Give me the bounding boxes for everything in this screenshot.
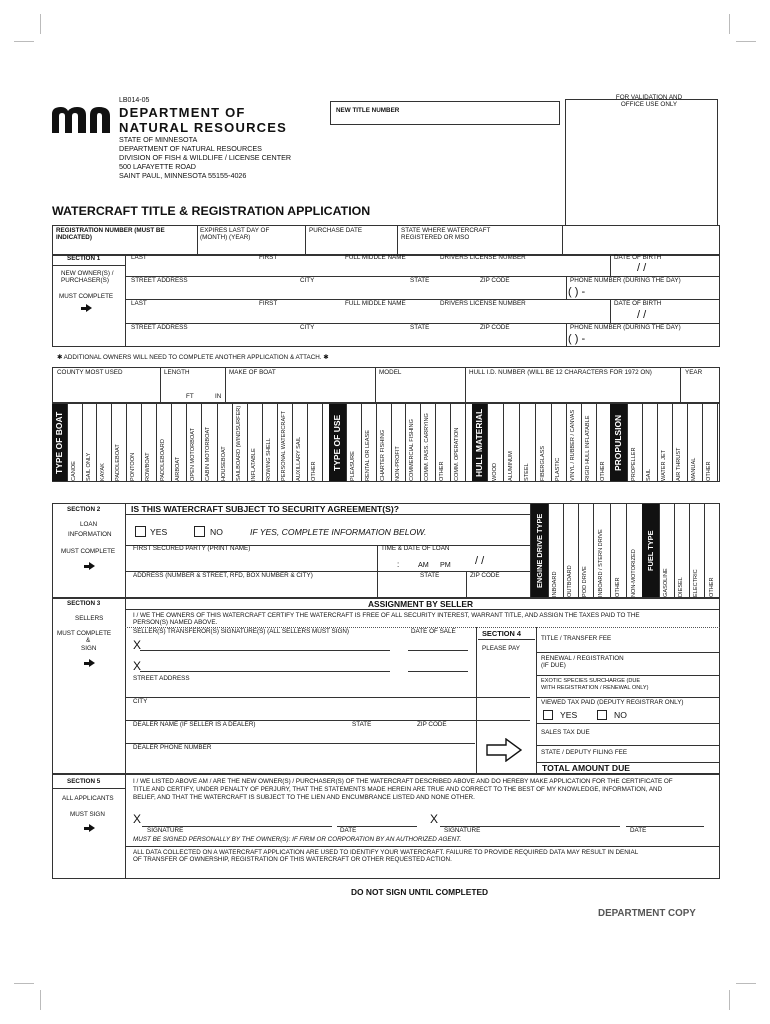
hull-material-option[interactable]: VINYL / RUBBER / CANVAS <box>570 409 576 481</box>
crop-mark <box>729 14 730 34</box>
department-copy-label: DEPARTMENT COPY <box>598 908 696 919</box>
mn-logo-icon <box>52 105 110 133</box>
crop-mark <box>40 990 41 1010</box>
owner-label-1: NEW OWNER(S) / <box>61 270 114 277</box>
expires-label-1: EXPIRES LAST DAY OF <box>200 227 270 234</box>
type-of-use-option[interactable]: COMM. OPERATION <box>453 427 460 481</box>
validation-box <box>565 99 718 225</box>
engine-drive-option[interactable]: NON-MOTORIZED <box>631 549 637 597</box>
filing-fee-label: STATE / DEPUTY FILING FEE <box>541 749 628 756</box>
time-colon: : <box>397 560 400 569</box>
hull-material-option[interactable]: FIBERGLASS <box>540 445 546 481</box>
phone-label: PHONE NUMBER (DURING THE DAY) <box>570 277 681 284</box>
applicant-sign-x-2: X <box>430 812 439 826</box>
propulsion-option[interactable]: WATER JET <box>661 449 667 481</box>
loan-label-2: INFORMATION <box>68 531 112 538</box>
type-of-boat-option[interactable]: INFLATABLE <box>251 448 257 481</box>
seller-signature-line-2[interactable] <box>140 671 390 672</box>
date-of-sale-label: DATE OF SALE <box>411 628 456 635</box>
date-label-2: DATE <box>630 827 647 834</box>
county-label: COUNTY MOST USED <box>57 369 123 376</box>
statement-line-1: I / WE LISTED ABOVE AM / ARE THE NEW OWNER(S) / PURCHASER(S) OF THE WATERCRAFT DESCRIBED ABOVE AND DO HEREBY MAKE APPLICATION FOR THE CERTIFICATE OF <box>133 778 673 785</box>
city-label-2: CITY <box>300 324 315 331</box>
loan-label-1: LOAN <box>80 521 98 528</box>
state-label-2: STATE <box>410 324 430 331</box>
type-of-boat-option[interactable]: CABIN MOTORBOAT <box>205 426 211 481</box>
hull-material-option[interactable]: PLASTIC <box>555 457 561 481</box>
type-of-boat-option[interactable]: SAIL ONLY <box>85 452 92 481</box>
length-label: LENGTH <box>164 369 190 376</box>
renewal-line[interactable] <box>537 675 720 676</box>
arrow-icon <box>89 562 95 570</box>
hull-material-option[interactable]: OTHER <box>600 461 606 481</box>
state-registered-label-1: STATE WHERE WATERCRAFT <box>401 227 491 234</box>
agency-address-4: 500 LAFAYETTE ROAD <box>119 162 196 171</box>
renewal-label-2: (IF DUE) <box>541 662 566 669</box>
type-of-use-option[interactable]: PLEASURE <box>350 451 356 481</box>
dealer-zip-label: ZIP CODE <box>417 721 447 728</box>
time-date-label: TIME & DATE OF LOAN <box>381 545 450 552</box>
pm-label: PM <box>440 560 451 569</box>
crop-mark <box>736 983 756 984</box>
renewal-label-1: RENEWAL / REGISTRATION <box>541 655 624 662</box>
section1-must: MUST COMPLETE <box>59 293 114 300</box>
all-applicants-label: ALL APPLICANTS <box>62 795 114 802</box>
arrow-icon <box>89 824 95 832</box>
crop-mark <box>736 41 756 42</box>
statement-line-2: TITLE AND CERTIFY, UNDER PENALTY OF PERJURY, THAT THE STATEMENTS MADE HEREIN ARE TRUE AND CORRECT TO THE BEST OF MY KNOWLEDGE, INFORMATION, AND <box>133 786 663 793</box>
type-of-boat-option[interactable]: OPEN MOTORBOAT <box>190 428 196 481</box>
expires-label-2: (MONTH) (YEAR) <box>200 234 251 241</box>
fuel-type-option[interactable]: GASOLINE <box>663 568 669 597</box>
first-name-label: FIRST <box>259 254 278 261</box>
section3-label: SECTION 3 <box>67 600 101 607</box>
type-of-boat-option[interactable]: AUXILLARY SAIL <box>296 436 302 481</box>
type-of-boat-option[interactable]: PONTOON <box>130 452 136 481</box>
date-label-1: DATE <box>340 827 357 834</box>
arrow-icon <box>89 659 95 667</box>
type-of-boat-option[interactable]: AIRBOAT <box>175 456 181 481</box>
type-of-boat-header: TYPE OF BOAT <box>52 404 67 481</box>
middle-name-label: FULL MIDDLE NAME <box>345 254 406 261</box>
viewed-tax-no-checkbox[interactable] <box>597 710 607 720</box>
type-of-use-header: TYPE OF USE <box>329 404 346 481</box>
engine-drive-option[interactable]: POD DRIVE <box>582 566 588 597</box>
state-registered-label-2: REGISTERED OR MSO <box>401 234 470 241</box>
form-id: LB014-05 <box>119 97 150 104</box>
viewed-tax-yes-checkbox[interactable] <box>543 710 553 720</box>
phone-format: ( ) - <box>568 286 586 298</box>
city-label: CITY <box>300 277 315 284</box>
security-question: IS THIS WATERCRAFT SUBJECT TO SECURITY AGREEMENT(S)? <box>131 504 400 514</box>
date-of-sale-line-2[interactable] <box>408 671 468 672</box>
viewed-tax-label: VIEWED TAX PAID (DEPUTY REGISTRAR ONLY) <box>541 699 684 706</box>
last-name-label: LAST <box>131 254 147 261</box>
propulsion-option[interactable]: AIR THRUST <box>676 447 682 481</box>
phone-label-2: PHONE NUMBER (DURING THE DAY) <box>570 324 681 331</box>
dob-slashes: / / <box>637 262 647 274</box>
fuel-type-option[interactable]: OTHER <box>709 577 715 597</box>
crop-mark <box>729 990 730 1010</box>
type-of-use-option[interactable]: NON-PROFIT <box>394 446 401 481</box>
engine-drive-header: ENGINE DRIVE TYPE <box>531 504 548 597</box>
agency-address-2: DEPARTMENT OF NATURAL RESOURCES <box>119 144 262 153</box>
title-fee-label: TITLE / TRANSFER FEE <box>541 635 612 642</box>
signature-label-1: SIGNATURE <box>147 827 184 834</box>
year-label: YEAR <box>685 369 703 376</box>
exotic-line[interactable] <box>537 697 720 698</box>
validation-label-2: OFFICE USE ONLY <box>620 101 678 108</box>
type-of-boat-option[interactable]: HOUSEBOAT <box>220 446 227 481</box>
agency-address-5: SAINT PAUL, MINNESOTA 55155-4026 <box>119 171 247 180</box>
viewed-tax-no-label: NO <box>614 710 627 720</box>
first-party-label: FIRST SECURED PARTY (PRINT NAME) <box>133 545 251 552</box>
security-yes-label: YES <box>150 527 168 537</box>
fuel-type-option[interactable]: DIESEL <box>678 577 684 597</box>
propulsion-option[interactable]: OTHER <box>706 461 712 481</box>
fuel-type-header: FUEL TYPE <box>642 504 659 597</box>
assignment-heading: ASSIGNMENT BY SELLER <box>368 599 474 609</box>
last-name-label-2: LAST <box>131 300 147 307</box>
if-yes-note: IF YES, COMPLETE INFORMATION BELOW. <box>250 527 427 537</box>
phone-format-2: ( ) - <box>568 333 586 345</box>
signature-label-2: SIGNATURE <box>444 827 481 834</box>
arrow-right-icon <box>486 738 522 767</box>
seller-street-label: STREET ADDRESS <box>133 675 190 682</box>
section3-must-2: & <box>86 637 91 644</box>
hull-id-label: HULL I.D. NUMBER (WILL BE 12 CHARACTERS FOR 1972 ON) <box>469 369 652 376</box>
type-of-boat-option[interactable]: CANOE <box>71 461 77 481</box>
engine-drive-option[interactable]: INBOARD <box>552 571 558 597</box>
hull-material-option[interactable]: ALUMINUM <box>508 451 514 481</box>
type-of-boat-option[interactable]: SAILBOARD (WINDSURFER) <box>235 405 242 481</box>
agency-address-3: DIVISION OF FISH & WILDLIFE / LICENSE CENTER <box>119 153 292 162</box>
hull-material-option[interactable]: RIGID HULL INFLATABLE <box>585 415 591 481</box>
type-of-boat-option[interactable]: OTHER <box>311 461 317 481</box>
section2-label: SECTION 2 <box>67 506 101 513</box>
type-of-use-option[interactable]: OTHER <box>439 461 445 481</box>
section1-label: SECTION 1 <box>67 255 101 262</box>
section3-must-1: MUST COMPLETE <box>57 630 112 637</box>
state-label: STATE <box>410 277 430 284</box>
type-of-use-option[interactable]: COMM. PASS. CARRYING <box>423 413 430 481</box>
seller-signatures-label: SELLER(S) TRANSFEROR(S) SIGNATURE(S) (ALL SELLERS MUST SIGN) <box>133 628 349 635</box>
loan-state-label: STATE <box>420 572 440 579</box>
do-not-sign-note: DO NOT SIGN UNTIL COMPLETED <box>351 887 489 897</box>
new-title-number-label: NEW TITLE NUMBER <box>336 107 400 114</box>
title-fee-line[interactable] <box>537 652 720 653</box>
exotic-label-1: EXOTIC SPECIES SURCHARGE (DUE <box>541 678 641 684</box>
dealer-phone-label: DEALER PHONE NUMBER <box>133 744 212 751</box>
mn-logo <box>52 105 110 133</box>
crop-mark <box>14 41 34 42</box>
purchase-date-label: PURCHASE DATE <box>309 227 363 234</box>
statement-line-3: BELIEF, AND THAT THE WATERCRAFT IS SUBJECT TO THE LIEN AND ENCUMBRANCE LISTED AND NONE OTHER. <box>133 794 475 801</box>
in-label: IN <box>215 393 222 400</box>
type-of-use-option[interactable]: COMMERCIAL FISHING <box>408 419 415 481</box>
privacy-line-2: OF TRANSFER OF OWNERSHIP, REGISTRATION OF THIS WATERCRAFT OR OTHER REQUESTED ACTION. <box>133 856 452 863</box>
engine-drive-option[interactable]: INBOARD / STERN DRIVE <box>598 529 604 597</box>
agency-line2: NATURAL RESOURCES <box>119 120 287 135</box>
security-yes-checkbox[interactable] <box>135 526 146 537</box>
license-label: DRIVERS LICENSE NUMBER <box>440 254 526 261</box>
seller-sign-x-1: X <box>133 638 142 652</box>
type-of-boat-option[interactable]: ROWING SHELL <box>266 438 272 481</box>
type-of-boat-option[interactable]: KAYAK <box>100 463 106 481</box>
propulsion-option[interactable]: SAIL <box>646 468 652 481</box>
owner-label-2: PURCHASER(S) <box>61 277 109 284</box>
crop-mark <box>40 14 41 34</box>
seller-sign-x-2: X <box>133 659 142 673</box>
section5-must: MUST SIGN <box>70 811 105 818</box>
validation-label-1: FOR VALIDATION AND <box>615 94 683 101</box>
exotic-label-2: WITH REGISTRATION / RENEWAL ONLY) <box>541 685 649 691</box>
additional-owners-note: ✱ ADDITIONAL OWNERS WILL NEED TO COMPLETE ANOTHER APPLICATION & ATTACH. ✱ <box>57 354 329 361</box>
dealer-name-label: DEALER NAME (IF SELLER IS A DEALER) <box>133 721 256 728</box>
arrow-icon <box>86 304 92 312</box>
certify-text-1: I / WE THE OWNERS OF THIS WATERCRAFT CERTIFY THE WATERCRAFT IS FREE OF ALL SECURITY INTEREST, WARRANT TITLE, AND ASSIGN THE TAXES PAID TO THE <box>133 612 640 619</box>
zip-label-2: ZIP CODE <box>480 324 510 331</box>
model-label: MODEL <box>379 369 402 376</box>
hull-material-header: HULL MATERIAL <box>472 404 487 481</box>
type-of-boat-option[interactable]: PADDLEBOARD <box>159 439 166 481</box>
propulsion-option[interactable]: PROPELLER <box>631 447 637 481</box>
first-name-label-2: FIRST <box>259 300 278 307</box>
certify-text-2: PERSON(S) NAMED ABOVE. <box>133 619 218 626</box>
section4-label: SECTION 4 <box>482 629 522 638</box>
street-label: STREET ADDRESS <box>131 277 188 284</box>
privacy-line-1: ALL DATA COLLECTED ON A WATERCRAFT APPLICATION ARE USED TO IDENTIFY YOUR WATERCRAFT. FAILURE TO PROVIDE REQUIRED DATA MAY RESULT IN DENIAL <box>133 849 639 856</box>
hull-material-option[interactable]: WOOD <box>492 462 498 481</box>
dob-label: DATE OF BIRTH <box>614 254 662 261</box>
viewed-tax-yes-label: YES <box>560 710 578 720</box>
crop-mark <box>14 983 34 984</box>
sellers-label: SELLERS <box>75 615 104 622</box>
seller-city-label: CITY <box>133 698 148 705</box>
sales-tax-label: SALES TAX DUE <box>541 729 590 736</box>
type-of-boat-option[interactable]: PERSONAL WATERCRAFT <box>281 410 287 481</box>
reg-number-label-2: INDICATED) <box>56 234 92 241</box>
section2-must: MUST COMPLETE <box>61 548 116 555</box>
loan-zip-label: ZIP CODE <box>470 572 500 579</box>
license-label-2: DRIVERS LICENSE NUMBER <box>440 300 526 307</box>
ft-label: FT <box>186 393 194 400</box>
middle-name-label-2: FULL MIDDLE NAME <box>345 300 406 307</box>
dealer-state-label: STATE <box>352 721 372 728</box>
agency-line1: DEPARTMENT OF <box>119 105 246 120</box>
engine-drive-option[interactable]: OTHER <box>615 577 621 597</box>
please-pay-label: PLEASE PAY <box>482 645 520 652</box>
loan-address-label: ADDRESS (NUMBER & STREET, RFD, BOX NUMBER & CITY) <box>133 572 313 579</box>
dob-slashes-2: / / <box>637 309 647 321</box>
engine-drive-option[interactable]: OUTBOARD <box>567 565 573 597</box>
date-of-sale-line[interactable] <box>408 650 468 651</box>
street-label-2: STREET ADDRESS <box>131 324 188 331</box>
loan-date-slashes: / / <box>475 555 485 567</box>
type-of-use-option[interactable]: CHARTER FISHING <box>379 429 386 481</box>
propulsion-header: PROPULSION <box>610 404 627 481</box>
applicant-sign-x-1: X <box>133 812 142 826</box>
am-label: AM <box>418 560 429 569</box>
make-label: MAKE OF BOAT <box>229 369 276 376</box>
sales-tax-line[interactable] <box>537 745 720 746</box>
hull-material-option[interactable]: STEEL <box>524 463 530 481</box>
reg-number-label-1: REGISTRATION NUMBER (MUST BE <box>56 227 165 234</box>
seller-signature-line[interactable] <box>140 650 390 651</box>
form-title: WATERCRAFT TITLE & REGISTRATION APPLICATION <box>52 204 371 218</box>
type-of-boat-option[interactable]: PADDLEBOAT <box>114 444 121 481</box>
type-of-use-option[interactable]: RENTAL OR LEASE <box>364 430 371 481</box>
security-no-label: NO <box>210 527 223 537</box>
section3-must-3: SIGN <box>81 645 97 652</box>
dob-label-2: DATE OF BIRTH <box>614 300 662 307</box>
zip-label: ZIP CODE <box>480 277 510 284</box>
agency-address-1: STATE OF MINNESOTA <box>119 135 198 144</box>
total-amount-label: TOTAL AMOUNT DUE <box>542 763 631 773</box>
propulsion-option[interactable]: MANUAL <box>691 457 697 481</box>
arrow-right-outline-icon <box>486 738 522 762</box>
type-of-boat-option[interactable]: ROWBOAT <box>144 452 151 481</box>
personally-note: MUST BE SIGNED PERSONALLY BY THE OWNER(S): IF FIRM OR CORPORATION BY AN AUTHORIZED AGENT. <box>133 836 462 843</box>
security-no-checkbox[interactable] <box>194 526 205 537</box>
fuel-type-option[interactable]: ELECTRIC <box>693 569 699 597</box>
section5-label: SECTION 5 <box>67 778 101 785</box>
